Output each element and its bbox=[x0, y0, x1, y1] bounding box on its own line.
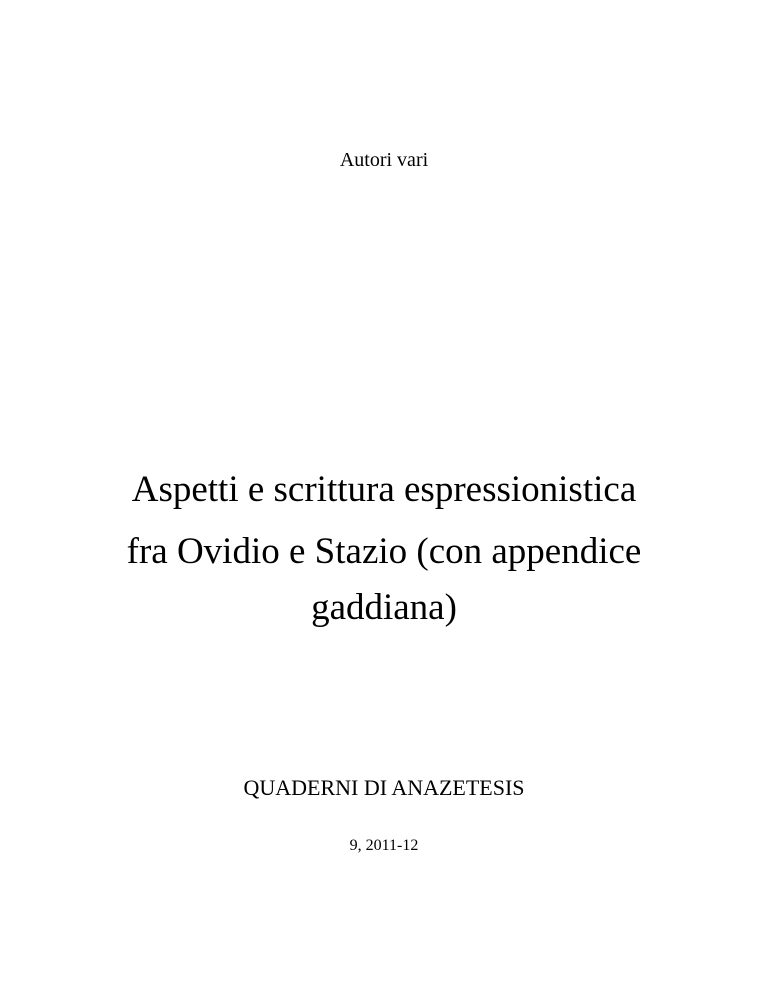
series-name: QUADERNI DI ANAZETESIS bbox=[243, 775, 525, 800]
issue-number: 9, 2011-12 bbox=[349, 837, 419, 854]
authors-line: Autori vari bbox=[339, 149, 429, 171]
title-line-2: fra Ovidio e Stazio (con appendice bbox=[126, 531, 642, 572]
title-line-1: Aspetti e scrittura espressionistica bbox=[131, 469, 637, 510]
title-line-3: gaddiana) bbox=[311, 587, 457, 628]
